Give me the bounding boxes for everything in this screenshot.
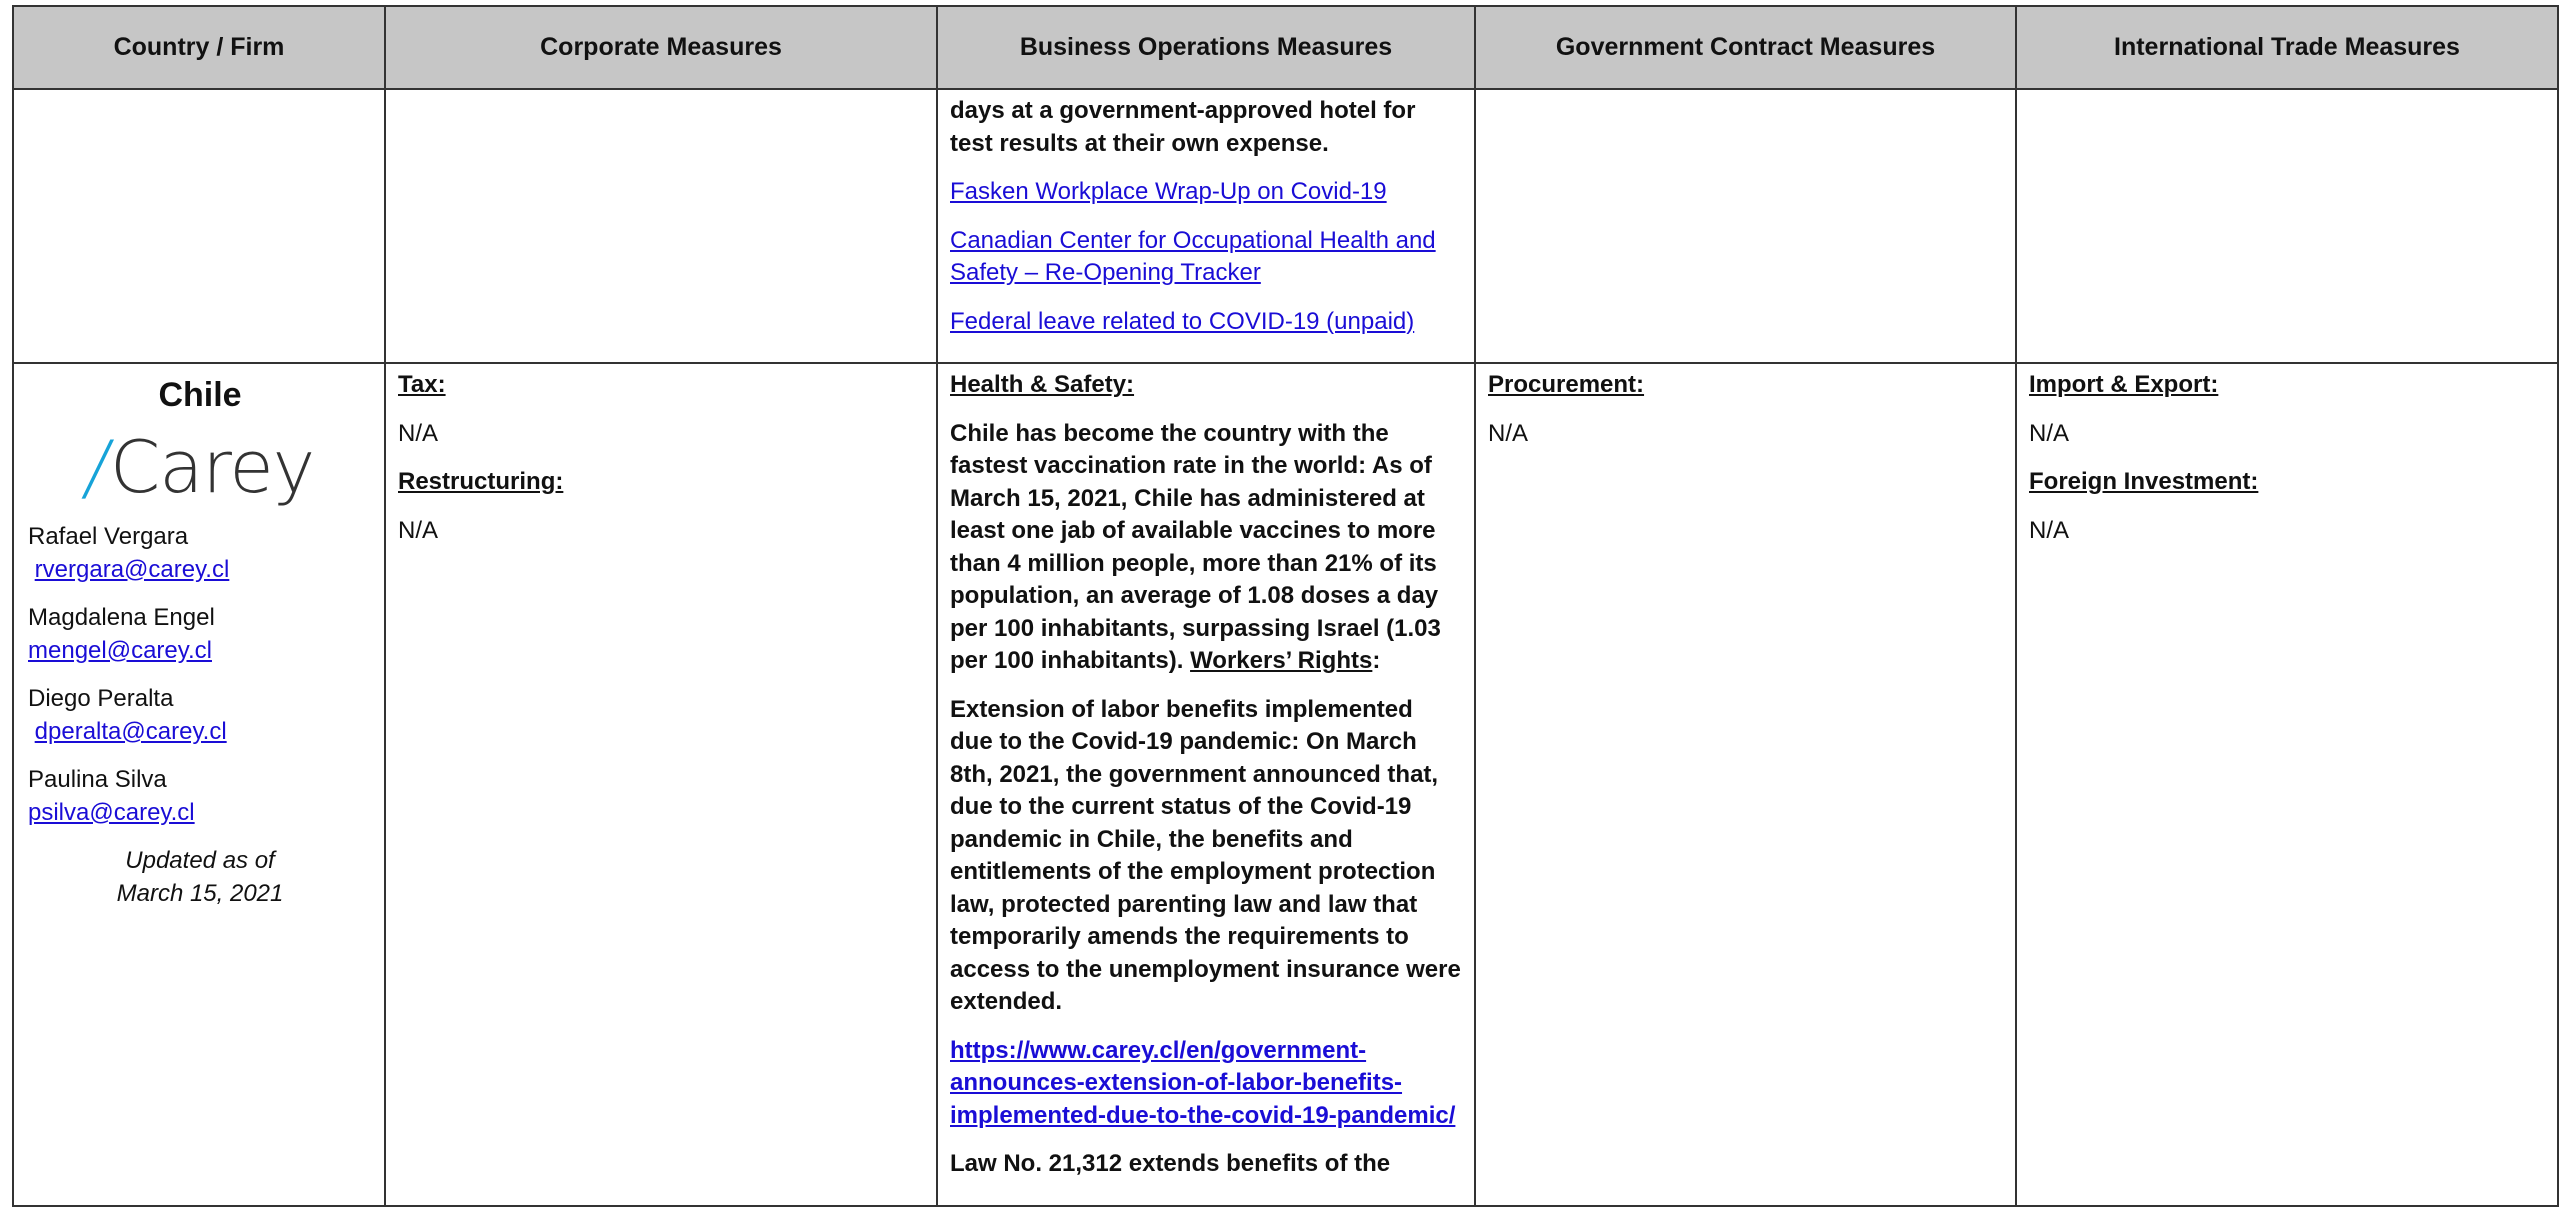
contact xyxy=(28,764,372,829)
contact-name: Magdalena Engel xyxy=(28,604,215,631)
link-fasken-wrap-up[interactable]: Fasken Workplace Wrap-Up on Covid-19 xyxy=(950,178,1387,205)
table-row xyxy=(13,89,2558,363)
contact xyxy=(28,521,372,586)
value-tax: N/A xyxy=(398,419,439,447)
cell-trade xyxy=(2016,363,2558,1206)
continued-text: days at a government-approved hotel for test results at their own expense. xyxy=(950,97,1416,157)
heading-health-safety: Health & Safety: xyxy=(950,371,1135,398)
heading-restructuring: Restructuring: xyxy=(398,468,564,495)
header-row xyxy=(13,6,2558,89)
heading-foreign-investment: Foreign Investment: xyxy=(2029,468,2259,495)
law-text: Law No. 21,312 extends benefits of the xyxy=(950,1150,1391,1177)
cell-business-ops xyxy=(937,89,1475,363)
cell-government xyxy=(1475,363,2016,1206)
heading-import-export: Import & Export: xyxy=(2029,371,2219,398)
header-corporate-measures: Corporate Measures xyxy=(385,6,937,89)
updated-date: Updated as of March 15, 2021 xyxy=(116,847,284,907)
logo-wordmark: Carey xyxy=(109,425,315,509)
carey-logo xyxy=(28,421,372,513)
contact-email-link[interactable]: mengel@carey.cl xyxy=(28,636,212,664)
cell-country-firm xyxy=(13,363,385,1206)
cell-business-ops xyxy=(937,363,1475,1206)
measures-table xyxy=(12,5,2559,1207)
value-import-export: N/A xyxy=(2029,419,2070,447)
link-carey-extension[interactable]: https://www.carey.cl/en/government-announces-extension-of-labor-benefits-implemented-due-to-the-covid-19-pandemic/ xyxy=(950,1036,1456,1129)
link-federal-leave[interactable]: Federal leave related to COVID-19 (unpaid) xyxy=(950,307,1415,335)
value-restructuring: N/A xyxy=(398,516,439,544)
contact-name: Rafael Vergara xyxy=(28,523,189,550)
cell-corporate xyxy=(385,363,937,1206)
contact-name: Paulina Silva xyxy=(28,766,167,793)
heading-workers-rights: Workers’ Rights xyxy=(1190,647,1373,674)
extension-text: Extension of labor benefits implemented due to the Covid-19 pandemic: On March 8th, 2021, the government announced that, due to the current status of the Covid-19 pandemic in Chile, the benefits and entitlements of the employment protection law, protected parenting law and law that temporarily amends the requirements to access to the unemployment insurance were extended. xyxy=(950,695,1461,1015)
value-foreign-investment: N/A xyxy=(2029,516,2070,544)
cell-trade xyxy=(2016,89,2558,363)
country-name: Chile xyxy=(158,376,242,414)
heading-tax: Tax: xyxy=(398,371,446,398)
header-country-firm: Country / Firm xyxy=(13,6,385,89)
logo-slash: / xyxy=(78,425,118,509)
contact-name: Diego Peralta xyxy=(28,685,174,712)
value-procurement: N/A xyxy=(1488,419,1529,447)
contact xyxy=(28,602,372,667)
health-safety-text: Chile has become the country with the fastest vaccination rate in the world: As of March 15, 2021, Chile has administered at least one jab of available vaccines to more than 4 million people, more than 21% of its population, an average of 1.08 doses a day per 100 inhabitants, surpassing Israel (1.03 per 100 inhabitants). Workers’ Rights: xyxy=(950,419,1441,674)
cell-country-firm xyxy=(13,89,385,363)
cell-government xyxy=(1475,89,2016,363)
contact-email-link[interactable]: psilva@carey.cl xyxy=(28,798,195,826)
contact-email-link[interactable]: rvergara@carey.cl xyxy=(34,555,230,583)
link-ccohs-reopening-tracker[interactable]: Canadian Center for Occupational Health and Safety – Re-Opening Tracker xyxy=(950,226,1436,286)
header-international-trade-measures: International Trade Measures xyxy=(2016,6,2558,89)
table-row xyxy=(13,363,2558,1206)
header-business-operations-measures: Business Operations Measures xyxy=(937,6,1475,89)
heading-procurement: Procurement: xyxy=(1488,371,1645,398)
header-government-contract-measures: Government Contract Measures xyxy=(1475,6,2016,89)
contact xyxy=(28,683,372,748)
cell-corporate xyxy=(385,89,937,363)
contact-email-link[interactable]: dperalta@carey.cl xyxy=(34,717,227,745)
